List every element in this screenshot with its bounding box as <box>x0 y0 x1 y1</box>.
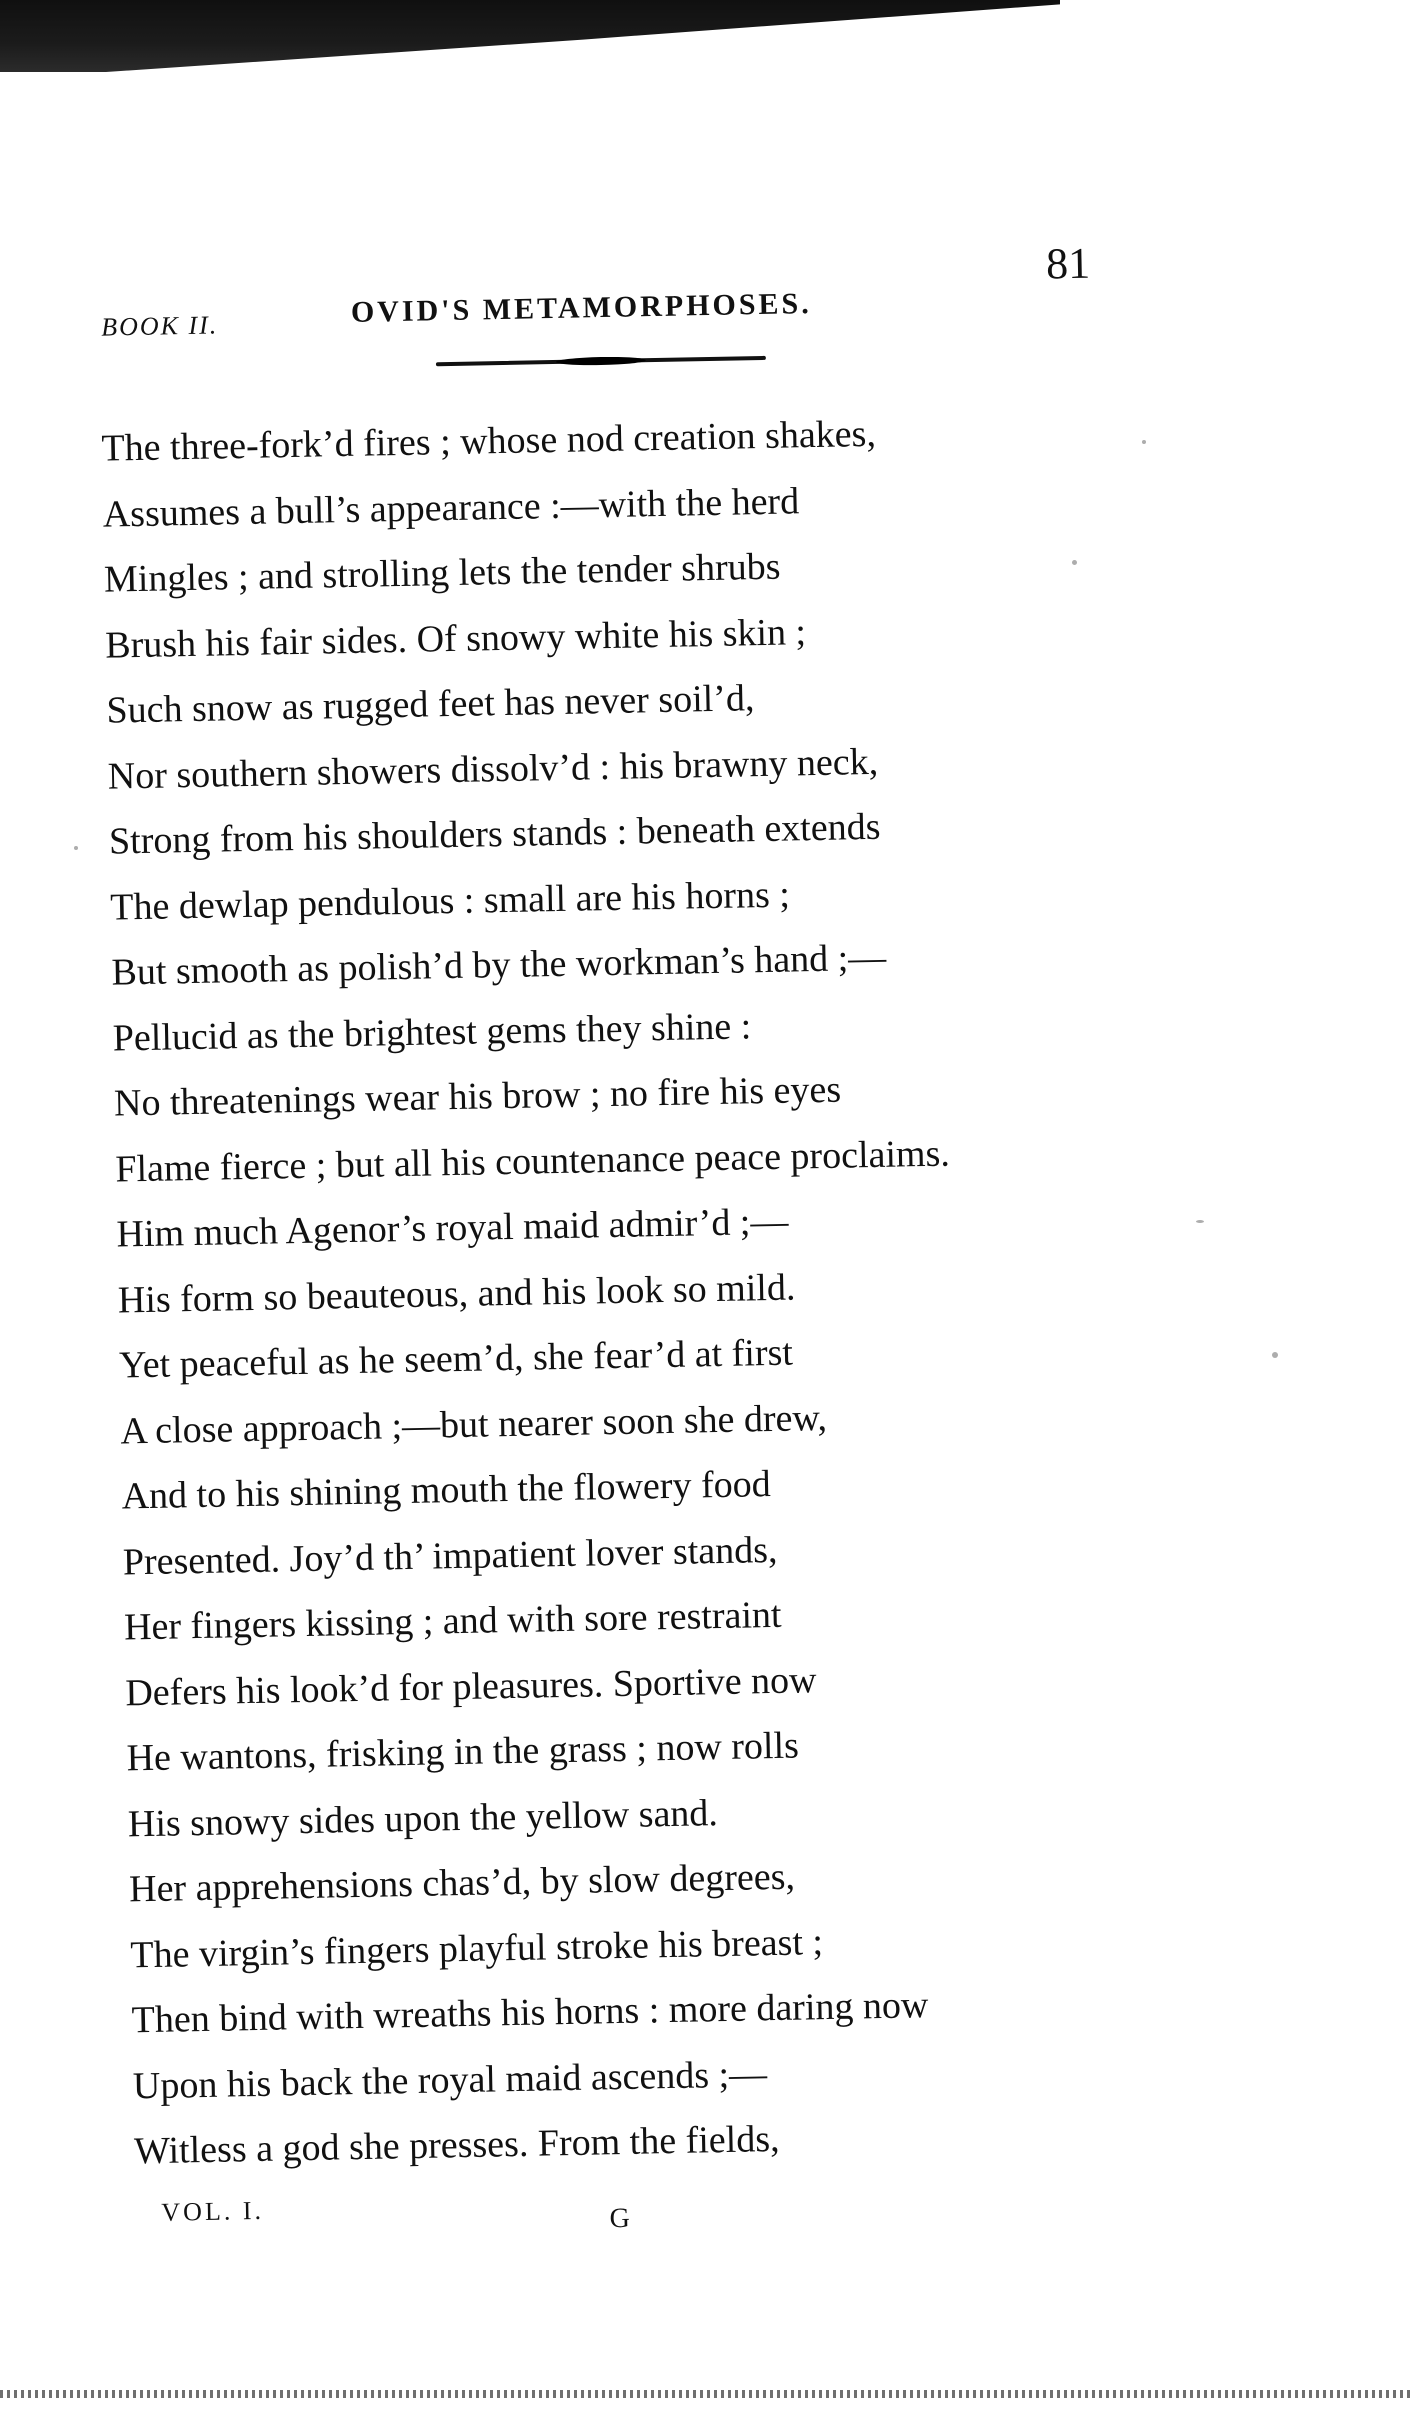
verse-line: Strong from his shoulders stands : beneath extends <box>108 805 881 863</box>
verse-line: Her apprehensions chas’d, by slow degrees, <box>128 1855 796 1911</box>
verse-line: The virgin’s fingers playful stroke his breast ; <box>130 1920 824 1976</box>
verse-line: Upon his back the royal maid ascends ;— <box>132 2052 768 2107</box>
verse-line: No threatenings wear his brow ; no fire his eyes <box>113 1068 842 1125</box>
verse-line: The dewlap pendulous : small are his horns ; <box>109 873 791 929</box>
verse-line: The three-fork’d fires ; whose nod creation shakes, <box>101 412 877 470</box>
title-rule <box>436 356 766 366</box>
page-number: 81 <box>1045 238 1091 289</box>
verse-line: Brush his fair sides. Of snowy white his skin ; <box>104 610 807 667</box>
verse-line: A close approach ;—but nearer soon she drew, <box>119 1396 828 1452</box>
scan-noise <box>0 2390 1414 2398</box>
verse-line: Witless a god she presses. From the fields, <box>133 2117 780 2173</box>
verse-line: Him much Agenor’s royal maid admir’d ;— <box>116 1200 789 1256</box>
verse-line: Such snow as rugged feet has never soil’d, <box>106 677 755 732</box>
verse-line: Yet peaceful as he seem’d, she fear’d at first <box>118 1331 794 1387</box>
verse-line: His form so beauteous, and his look so mild. <box>117 1266 796 1322</box>
verse-line: Her fingers kissing ; and with sore restraint <box>123 1593 782 1649</box>
verse-line: Flame fierce ; but all his countenance peace proclaims. <box>114 1132 951 1191</box>
signature-mark: G <box>609 2202 631 2235</box>
verse-line: Pellucid as the brightest gems they shine : <box>112 1004 752 1060</box>
verse-line: Nor southern showers dissolv’d : his brawny neck, <box>107 740 879 798</box>
verse-line: His snowy sides upon the yellow sand. <box>127 1791 719 1845</box>
verse-line: Defers his look’d for pleasures. Sportive now <box>124 1658 817 1714</box>
scan-speck <box>74 846 78 850</box>
scan-speck <box>1196 1220 1204 1223</box>
verse-text <box>101 401 969 2185</box>
volume-mark: VOL. I. <box>161 2195 265 2227</box>
verse-line: Presented. Joy’d th’ impatient lover stands, <box>122 1528 778 1583</box>
scan-speck <box>1142 440 1146 444</box>
scan-speck <box>1272 1352 1278 1358</box>
verse-line: Assumes a bull’s appearance :—with the herd <box>102 479 800 536</box>
book-label: BOOK II. <box>100 310 219 342</box>
verse-line: And to his shining mouth the flowery food <box>121 1463 772 1518</box>
verse-line: Mingles ; and strolling lets the tender shrubs <box>103 545 781 601</box>
verse-line: He wantons, frisking in the grass ; now rolls <box>126 1724 800 1780</box>
scan-speck <box>1072 560 1077 565</box>
verse-line: Then bind with wreaths his horns : more daring now <box>131 1984 929 2042</box>
verse-line: But smooth as polish’d by the workman’s hand ;— <box>111 936 887 994</box>
running-title: OVID'S METAMORPHOSES. <box>350 287 812 329</box>
